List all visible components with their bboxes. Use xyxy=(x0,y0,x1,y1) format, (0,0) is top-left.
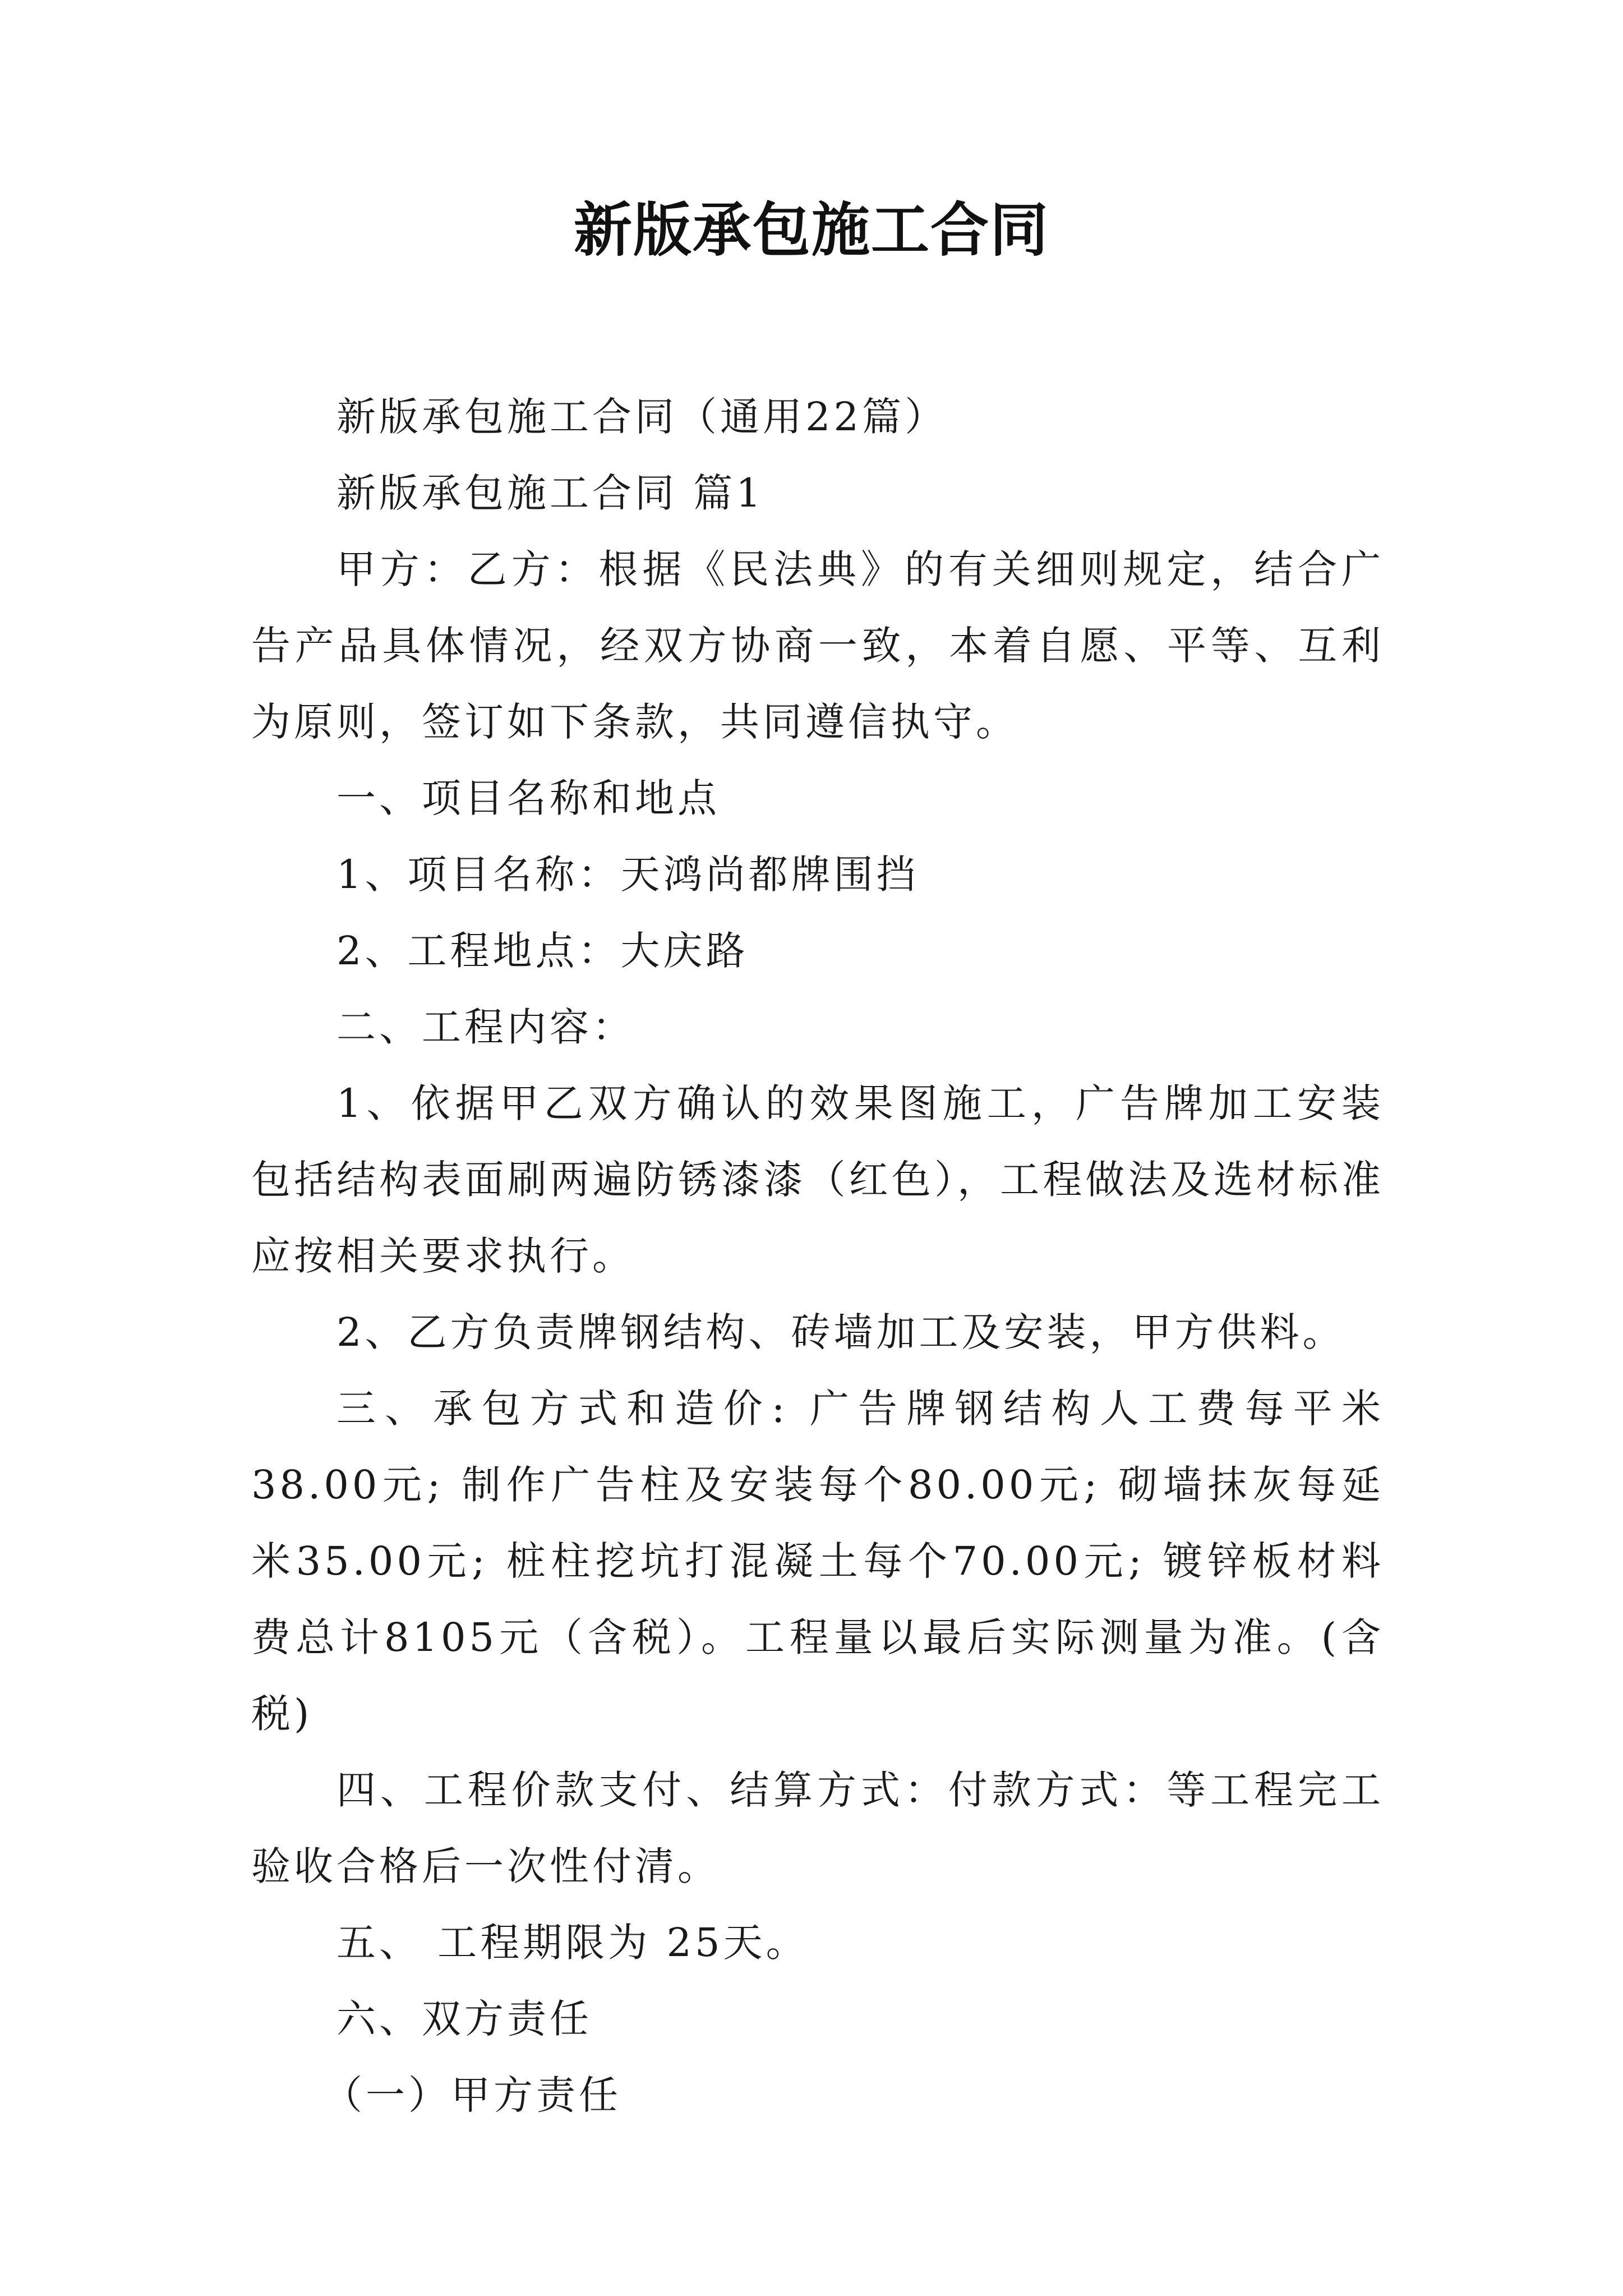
contract-method-price-paragraph: 三、承包方式和造价: 广告牌钢结构人工费每平米38.00元; 制作广告柱及安装每个80.00元; 砌墙抹灰每延米35.00元; 桩柱挖坑打混凝土每个70.00元; 镀锌板材料费总计8105元（含税）。工程量以最后实际测量为准。(含税) xyxy=(251,1386,1384,1737)
payment-settlement-paragraph: 四、工程价款支付、结算方式：付款方式：等工程完工验收合格后一次性付清。 xyxy=(251,1767,1384,1889)
work-content-item-1: 1、依据甲乙双方确认的效果图施工，广告牌加工安装包括结构表面刷两遍防锈漆漆（红色），工程做法及选材标准应按相关要求执行。 xyxy=(251,1080,1384,1279)
work-content-item-2: 2、乙方负责牌钢结构、砖墙加工及安装，甲方供料。 xyxy=(336,1309,1345,1355)
document-title: 新版承包施工合同 xyxy=(573,195,1049,264)
subtitle-paragraph: 新版承包施工合同（通用22篇） xyxy=(336,394,948,440)
preamble-paragraph: 甲方：乙方：根据《民法典》的有关细则规定，结合广告产品具体情况，经双方协商一致，本着自愿、平等、互利为原则，签订如下条款，共同遵信执守。 xyxy=(251,546,1384,745)
document-body xyxy=(251,379,1384,2133)
heading-responsibilities: 六、双方责任 xyxy=(336,1996,592,2042)
section-heading-part-1: 新版承包施工合同 篇1 xyxy=(336,470,764,516)
project-name-paragraph: 1、项目名称：天鸿尚都牌围挡 xyxy=(336,852,919,898)
heading-project-name-location: 一、项目名称和地点 xyxy=(336,775,720,821)
project-duration-paragraph: 五、 工程期限为 25天。 xyxy=(336,1920,809,1966)
heading-work-content: 二、工程内容： xyxy=(336,1004,635,1050)
project-location-paragraph: 2、工程地点：大庆路 xyxy=(336,928,749,974)
heading-party-a-responsibilities: （一）甲方责任 xyxy=(323,2072,621,2118)
